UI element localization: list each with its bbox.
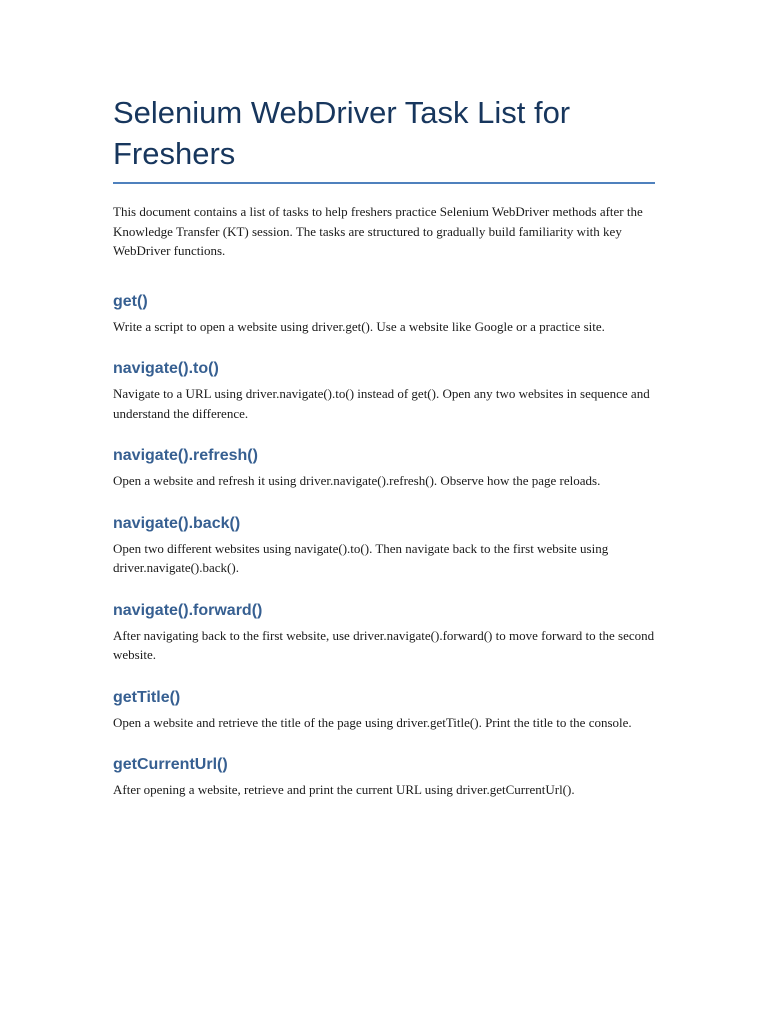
task-section xyxy=(113,513,655,578)
task-section xyxy=(113,358,655,423)
task-description: Open a website and refresh it using driver.navigate().refresh(). Observe how the page reloads. xyxy=(113,473,601,488)
task-description: Navigate to a URL using driver.navigate().to() instead of get(). Open any two websites in sequence and understand the difference. xyxy=(113,386,650,421)
task-description: Open two different websites using navigate().to(). Then navigate back to the first website using driver.navigate().back(). xyxy=(113,540,609,575)
task-section xyxy=(113,291,655,337)
task-section xyxy=(113,754,655,800)
task-description: Write a script to open a website using driver.get(). Use a website like Google or a practice site. xyxy=(113,318,605,334)
task-heading: navigate().back() xyxy=(113,514,241,532)
task-section xyxy=(113,445,655,491)
task-heading: navigate().refresh() xyxy=(113,447,258,464)
task-description: After opening a website, retrieve and print the current URL using driver.getCurrentUrl(). xyxy=(113,782,575,797)
task-heading: navigate().forward() xyxy=(113,601,263,619)
task-description: Open a website and retrieve the title of the page using driver.getTitle(). Print the title to the console. xyxy=(113,714,632,730)
task-heading: getTitle() xyxy=(113,688,181,706)
title-divider xyxy=(113,182,655,184)
task-section xyxy=(113,687,655,733)
document-title: Selenium WebDriver Task List for Freshers xyxy=(113,95,571,171)
document-page xyxy=(113,92,655,822)
intro-paragraph: This document contains a list of tasks to help freshers practice Selenium WebDriver methods after the Knowledge Transfer (KT) session. The tasks are structured to gradually build familiarity with key WebDriver functions. xyxy=(113,204,643,258)
task-description: After navigating back to the first website, use driver.navigate().forward() to move forward to the second website. xyxy=(113,627,655,662)
task-heading: get() xyxy=(113,292,148,310)
task-heading: navigate().to() xyxy=(113,360,219,377)
task-heading: getCurrentUrl() xyxy=(113,756,228,773)
task-section xyxy=(113,600,655,665)
